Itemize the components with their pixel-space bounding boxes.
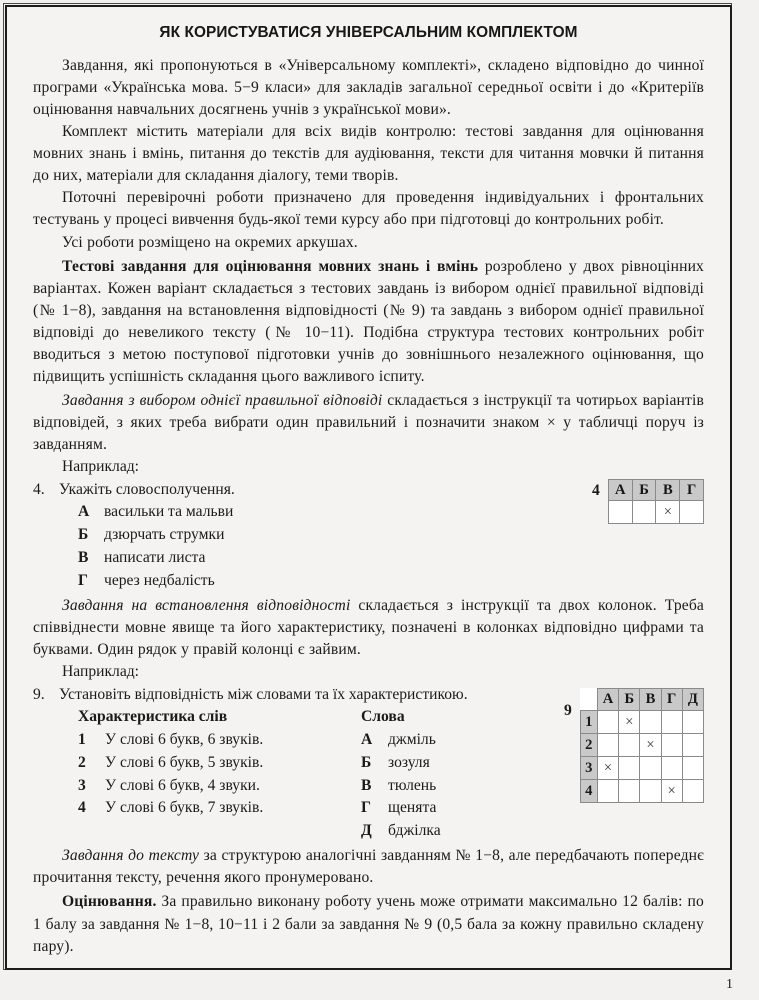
answer-cell[interactable] xyxy=(632,501,656,524)
paragraph-single-choice-rest: складається з інструкції та чотирьох варіантів відповідей, з яких треба вибрати один правильний і позначити знаком × у табличці поруч із завданням. xyxy=(33,391,705,454)
answer-row-label: 2 xyxy=(580,734,597,757)
answer-table-question-number: 9 xyxy=(564,701,572,719)
answer-cell[interactable] xyxy=(597,780,618,803)
answer-table-row xyxy=(580,711,703,734)
matching-right-column xyxy=(361,706,571,844)
matching-left-column xyxy=(78,706,361,844)
matching-left-text: У слові 6 букв, 7 звуків. xyxy=(105,799,264,817)
answer-cell[interactable] xyxy=(597,711,618,734)
example-single-choice xyxy=(33,479,704,593)
answer-cell[interactable] xyxy=(597,734,618,757)
page-number: 1 xyxy=(726,977,733,992)
paragraph-text-tasks-lead: Завдання до тексту xyxy=(62,847,200,865)
paragraph-text-tasks-rest: за структурою аналогічні завданням № 1−8, але передбачають попереднє прочитання тексту, речення якого пронумеровано. xyxy=(33,847,704,887)
paragraph-separate-sheets: Усі роботи розміщено на окремих аркушах. xyxy=(62,233,358,251)
answer-cell[interactable]: × xyxy=(619,711,640,734)
option-letter: А xyxy=(78,503,90,521)
matching-right-key: Б xyxy=(361,753,372,771)
example-label-1: Наприклад: xyxy=(62,458,140,476)
paragraph-grading-lead: Оцінювання. xyxy=(62,893,157,911)
matching-right-key: А xyxy=(361,730,373,748)
paragraph-test-tasks-rest: розроблено у двох рівноцінних варіантах. Кожен варіант складається з тестових завдань із вибором однієї правильної відповіді (№ 1−8), завдання на встановлення відповідності (№ 9) та завдань з вибором однієї правильної відповіді до невеликого тексту (№ 10−11). Подібна структура тестових контрольних робіт вводиться з метою поступової підготовки учнів до зовнішнього незалежного оцінювання, що підвищить успішність складання цього важливого іспиту. xyxy=(33,257,705,385)
answer-header-cell: Г xyxy=(661,688,682,711)
paragraph-single-choice-lead: Завдання з вибором однієї правильної відповіді xyxy=(62,391,383,409)
matching-left-item xyxy=(78,775,361,798)
matching-right-key: Г xyxy=(361,799,371,817)
matching-right-text: бджілка xyxy=(388,822,441,840)
answer-header-cell: Б xyxy=(619,688,640,711)
matching-right-text: щенята xyxy=(388,799,437,817)
page-title: ЯК КОРИСТУВАТИСЯ УНІВЕРСАЛЬНИМ КОМПЛЕКТОМ xyxy=(159,24,578,41)
answer-cell[interactable] xyxy=(682,757,703,780)
matching-left-key: 4 xyxy=(78,799,86,817)
answer-header-cell: Д xyxy=(682,688,703,711)
answer-cell[interactable]: × xyxy=(661,780,682,803)
answer-cell[interactable] xyxy=(682,734,703,757)
matching-right-item xyxy=(361,775,571,798)
paragraph-intro: Завдання, які пропонуються в «Універсальному комплекті», складено відповідно до чинної програми «Українська мова. 5−9 класи» для закладів загальної середньої освіти і до «Критеріїв оцінювання навчальних досягнень учнів з української мови». xyxy=(33,57,704,119)
paragraph-grading xyxy=(33,891,704,957)
option-letter: В xyxy=(78,548,89,566)
answer-table-question-number: 4 xyxy=(592,482,600,500)
matching-right-text: тюлень xyxy=(388,776,437,794)
paragraph-text-tasks xyxy=(33,845,704,889)
answer-table-header-row xyxy=(580,688,703,711)
answer-table-single-choice-wrap xyxy=(592,479,704,524)
answer-row-label: 3 xyxy=(580,757,597,780)
matching-left-text: У слові 6 букв, 6 звуків. xyxy=(105,730,264,748)
matching-left-key: 3 xyxy=(78,776,86,794)
answer-table-row xyxy=(580,780,703,803)
answer-table-row xyxy=(580,734,703,757)
answer-cell[interactable] xyxy=(640,757,661,780)
matching-right-key: В xyxy=(361,776,372,794)
matching-right-title: Слова xyxy=(361,707,405,725)
answer-table-mark-row xyxy=(608,501,703,524)
answer-table-matching[interactable] xyxy=(580,688,704,804)
answer-cell[interactable] xyxy=(608,501,632,524)
answer-header-cell: В xyxy=(656,480,680,501)
option-row xyxy=(33,570,704,593)
answer-cell[interactable]: × xyxy=(656,501,680,524)
matching-right-item xyxy=(361,752,571,775)
answer-cell[interactable] xyxy=(661,757,682,780)
matching-left-key: 2 xyxy=(78,753,86,771)
paragraph-matching-desc xyxy=(33,595,704,661)
answer-row-label: 4 xyxy=(580,780,597,803)
answer-cell[interactable] xyxy=(619,757,640,780)
matching-right-item xyxy=(361,820,571,843)
option-text: написати листа xyxy=(104,548,206,566)
answer-header-cell: В xyxy=(640,688,661,711)
option-text: дзюрчать струмки xyxy=(104,525,225,543)
matching-left-item xyxy=(78,729,361,752)
example-matching xyxy=(33,684,704,843)
matching-left-item xyxy=(78,797,361,820)
answer-header-cell: А xyxy=(608,480,632,501)
paragraph-current-tests: Поточні перевірочні роботи призначено для проведення індивідуальних і фронтальних тестувань у процесі вивчення будь-якої теми курсу або при підготовці до контрольних робіт. xyxy=(33,189,704,229)
paragraph-grading-rest: За правильно виконану роботу учень може отримати максимально 12 балів: по 1 балу за завдання № 1−8, 10−11 і 2 бали за завдання № 9 (0,5 бала за кожну правильно складену пару). xyxy=(33,893,704,955)
answer-table-corner xyxy=(580,688,597,711)
answer-cell[interactable] xyxy=(682,780,703,803)
paragraph-test-tasks-lead: Тестові завдання для оцінювання мовних знань і вмінь xyxy=(62,257,479,275)
answer-header-cell: Б xyxy=(632,480,656,501)
matching-left-text: У слові 6 букв, 4 звуки. xyxy=(105,776,260,794)
example-single-choice-number: 4. xyxy=(33,481,45,499)
matching-right-text: джміль xyxy=(388,730,436,748)
answer-cell[interactable] xyxy=(680,501,704,524)
answer-cell[interactable] xyxy=(682,711,703,734)
answer-header-cell: Г xyxy=(680,480,704,501)
example-matching-number: 9. xyxy=(33,685,45,703)
answer-cell[interactable] xyxy=(661,734,682,757)
matching-left-key: 1 xyxy=(78,730,86,748)
matching-left-text: У слові 6 букв, 5 звуків. xyxy=(105,753,264,771)
example-matching-prompt: Установіть відповідність між словами та їх характеристикою. xyxy=(59,685,468,703)
example-label-2: Наприклад: xyxy=(62,662,140,680)
option-text: через недбалість xyxy=(104,571,215,589)
matching-right-item xyxy=(361,797,571,820)
answer-row-label: 1 xyxy=(580,711,597,734)
paragraph-matching-rest: складається з інструкції та двох колонок. Треба співвіднести мовне явище та його характеристику, позначені в колонках відповідно цифрами та буквами. Один рядок у правій колонці є зайвим. xyxy=(33,596,704,658)
example-single-choice-prompt: Укажіть словосполучення. xyxy=(59,481,235,499)
option-letter: Г xyxy=(78,571,88,589)
answer-table-matching-wrap xyxy=(564,688,704,804)
answer-cell[interactable] xyxy=(640,780,661,803)
answer-table-single-choice[interactable] xyxy=(608,479,704,524)
option-row xyxy=(33,547,704,570)
option-row xyxy=(33,524,704,547)
answer-cell[interactable]: × xyxy=(597,757,618,780)
page-content xyxy=(9,9,728,966)
answer-cell[interactable] xyxy=(619,734,640,757)
answer-table-header-row xyxy=(608,480,703,501)
matching-right-item xyxy=(361,729,571,752)
paragraph-matching-lead: Завдання на встановлення відповідності xyxy=(62,596,351,614)
answer-cell[interactable] xyxy=(661,711,682,734)
answer-cell[interactable] xyxy=(619,780,640,803)
paragraph-single-choice-desc xyxy=(33,390,704,456)
matching-left-item xyxy=(78,752,361,775)
paragraph-contents: Комплект містить матеріали для всіх видів контролю: тестові завдання для оцінювання мовних знань і вмінь, питання до текстів для аудіювання, тексти для читання мовчки й питання до них, матеріали для складання діалогу, теми творів. xyxy=(33,123,704,185)
paragraph-test-tasks xyxy=(33,256,704,388)
answer-cell[interactable]: × xyxy=(640,734,661,757)
matching-left-title: Характеристика слів xyxy=(78,707,228,725)
option-letter: Б xyxy=(78,525,89,543)
option-text: васильки та мальви xyxy=(104,503,234,521)
answer-cell[interactable] xyxy=(640,711,661,734)
matching-right-text: зозуля xyxy=(388,753,430,771)
answer-header-cell: А xyxy=(597,688,618,711)
matching-right-key: Д xyxy=(361,822,372,840)
answer-table-row xyxy=(580,757,703,780)
